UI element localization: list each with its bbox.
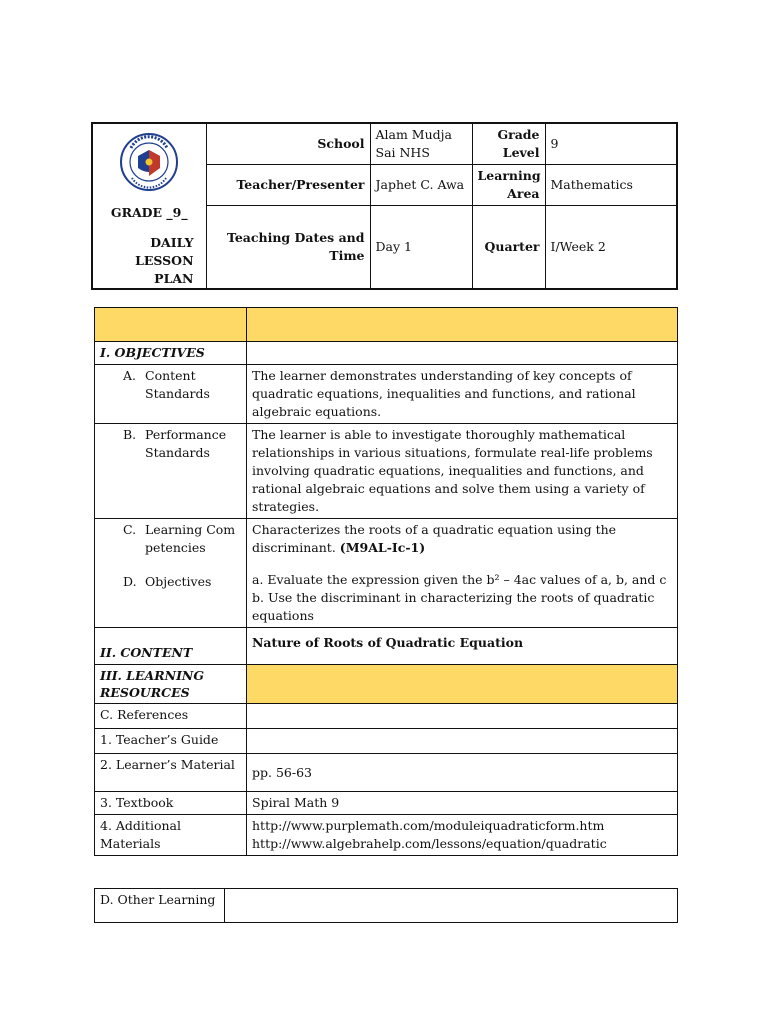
header-table: [91, 122, 678, 290]
competencies-text: Characterizes the roots of a quadratic equation using the discriminant.: [252, 522, 617, 555]
content-standards-row: [95, 365, 678, 424]
resources-row: [95, 665, 678, 704]
resources-highlight: [247, 665, 678, 704]
dlp-title-line-2: LESSON: [135, 253, 194, 268]
additional-links-cell: [247, 815, 678, 856]
additional-link-1[interactable]: http://www.purplemath.com/moduleiquadraticform.htm: [252, 818, 605, 833]
quarter-value: I/Week 2: [545, 206, 677, 290]
performance-standards-text: The learner is able to investigate thoroughly mathematical relationships in various situations, formulate real-life problems involving quadratic equations, inequalities and functions, and rational algebraic equations and solve them using a variety of strategies.: [247, 424, 678, 519]
references-label: C. References: [95, 704, 247, 729]
objective-a: a. Evaluate the expression given the b² – 4ac values of a, b, and c: [252, 572, 667, 587]
grade-label: GRADE _9_: [110, 205, 188, 220]
textbook-label: 3. Textbook: [95, 792, 247, 815]
learners-material-row: [95, 754, 678, 792]
dates-value: Day 1: [370, 206, 472, 290]
objectives-letter: D.: [123, 574, 137, 589]
performance-standards-label: Performance Standards: [145, 427, 227, 460]
competencies-text-cell: [247, 519, 678, 628]
learning-area-label: Learning Area: [472, 165, 545, 206]
other-learning-label: D. Other Learning: [95, 889, 225, 923]
lesson-plan-table: [94, 307, 678, 856]
objectives-heading: I. OBJECTIVES: [95, 342, 247, 365]
learning-area-value: Mathematics: [545, 165, 677, 206]
school-value: Alam Mudja Sai NHS: [370, 123, 472, 165]
textbook-row: [95, 792, 678, 815]
objectives-row: [95, 342, 678, 365]
grade-level-label: Grade Level: [472, 123, 545, 165]
competencies-letter: C.: [123, 522, 137, 537]
competencies-row: [95, 519, 678, 628]
performance-standards-letter: B.: [123, 427, 137, 442]
textbook-value: Spiral Math 9: [247, 792, 678, 815]
competencies-label-cell: [95, 519, 247, 628]
content-heading: II. CONTENT: [95, 628, 247, 665]
performance-standards-label-cell: [95, 424, 247, 519]
teachers-guide-row: [95, 729, 678, 754]
logo-cell: [92, 123, 206, 289]
objectives-label: Objectives: [145, 574, 212, 589]
content-text: Nature of Roots of Quadratic Equation: [247, 628, 678, 665]
dlp-title-line-3: PLAN: [154, 271, 194, 286]
other-learning-empty: [225, 889, 678, 923]
header-cell-right: [247, 308, 678, 342]
deped-seal-icon: [117, 132, 181, 192]
teachers-guide-empty: [247, 729, 678, 754]
content-row: [95, 628, 678, 665]
other-learning-row: [95, 889, 678, 923]
grade-level-value: 9: [545, 123, 677, 165]
quarter-label: Quarter: [472, 206, 545, 290]
additional-materials-label: 4. Additional Materials: [95, 815, 247, 856]
header-cell-left: [95, 308, 247, 342]
teachers-guide-label: 1. Teacher’s Guide: [95, 729, 247, 754]
dates-label: Teaching Dates and Time: [206, 206, 370, 290]
content-standards-text: The learner demonstrates understanding of key concepts of quadratic equations, inequalities and functions, and rational algebraic equations.: [247, 365, 678, 424]
teacher-label: Teacher/Presenter: [206, 165, 370, 206]
table-header-row: [95, 308, 678, 342]
resources-heading: III. LEARNING RESOURCES: [95, 665, 247, 704]
competency-code: (M9AL-Ic-1): [339, 540, 426, 555]
school-label: School: [206, 123, 370, 165]
content-standards-label-cell: [95, 365, 247, 424]
competencies-label: Learning Competencies: [145, 522, 236, 555]
references-row: [95, 704, 678, 729]
teacher-value: Japhet C. Awa: [370, 165, 472, 206]
performance-standards-row: [95, 424, 678, 519]
additional-materials-row: [95, 815, 678, 856]
references-empty: [247, 704, 678, 729]
objective-b: b. Use the discriminant in characterizing the roots of quadratic equations: [252, 590, 655, 623]
objectives-empty: [247, 342, 678, 365]
content-standards-label: Content Standards: [145, 368, 210, 401]
content-standards-letter: A.: [123, 368, 137, 383]
dlp-title-line-1: DAILY: [150, 235, 194, 250]
learners-material-label: 2. Learner’s Material: [95, 754, 247, 792]
additional-link-2[interactable]: http://www.algebrahelp.com/lessons/equation/quadratic: [252, 836, 607, 851]
other-learning-table: [94, 888, 678, 923]
learners-material-value: pp. 56-63: [247, 754, 678, 792]
